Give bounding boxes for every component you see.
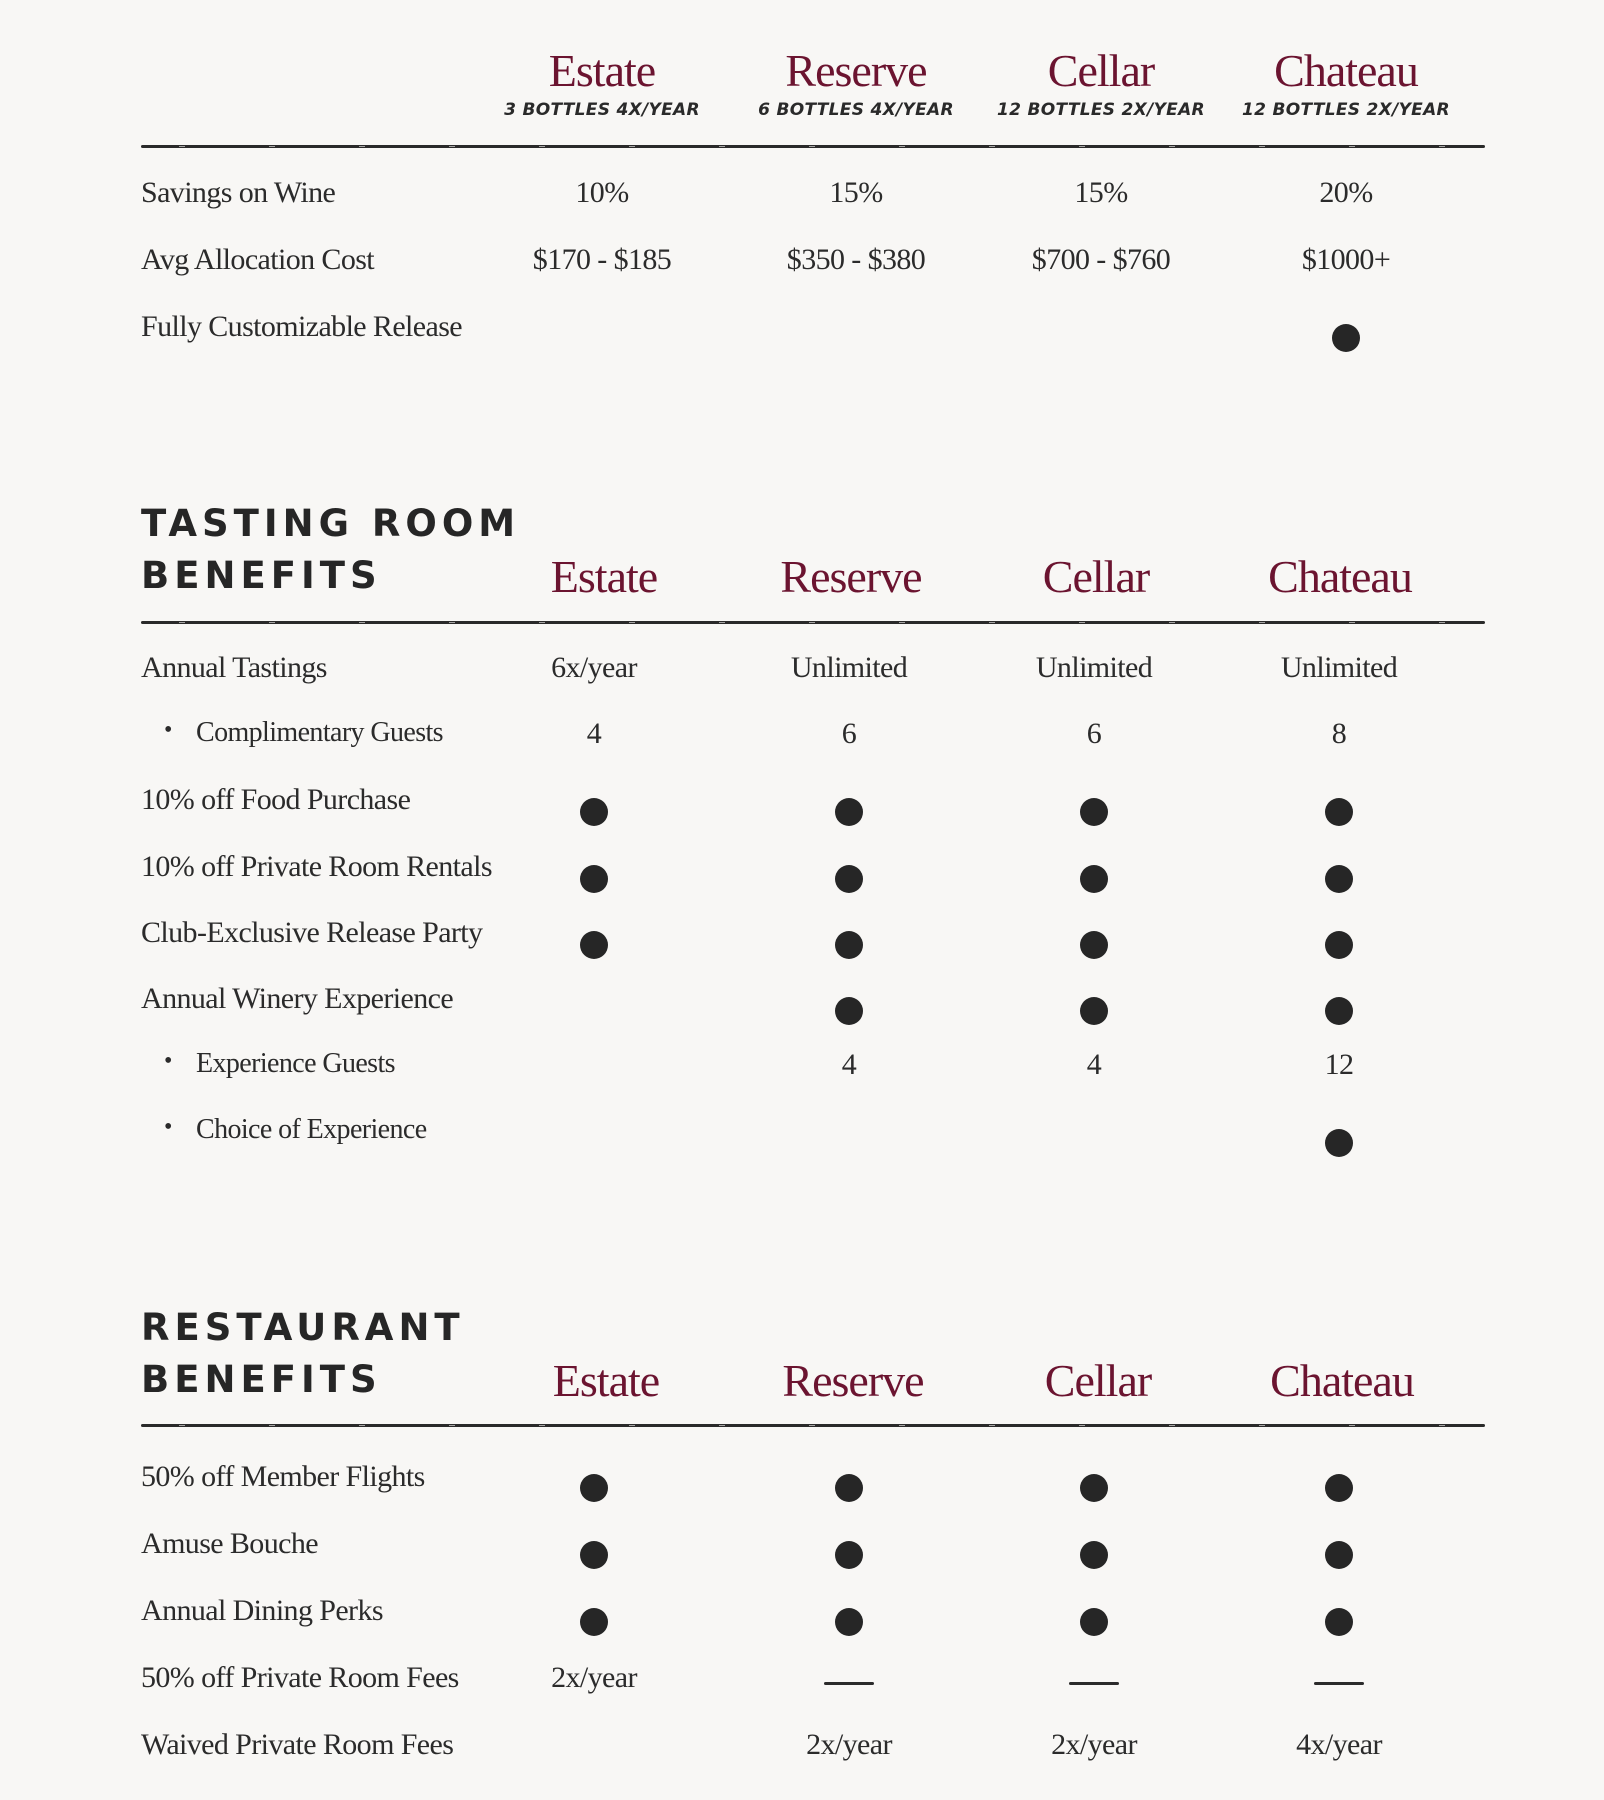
benefit-value: 10% [575, 176, 629, 209]
included-dot-icon [1325, 1541, 1353, 1569]
tier-name: Estate [550, 551, 658, 602]
included-dot-icon [1080, 1608, 1108, 1636]
tier-name: Reserve [780, 551, 922, 602]
tier-name: Chateau [1274, 45, 1418, 96]
benefit-value: 2x/year [1051, 1728, 1137, 1761]
benefit-value: 20% [1319, 176, 1373, 209]
benefit-value: 8 [1331, 717, 1347, 751]
benefit-value: Unlimited [1035, 651, 1153, 684]
tier-name: Reserve [782, 1355, 924, 1406]
sub-benefit-label: • Experience Guests [196, 1048, 395, 1080]
benefit-label: Club-Exclusive Release Party [141, 915, 483, 949]
benefit-value: $170 - $185 [532, 243, 672, 276]
benefit-value: 2x/year [806, 1728, 892, 1761]
included-dot-icon [1325, 1474, 1353, 1502]
tier-name: Cellar [1042, 551, 1150, 602]
sub-benefit-label: • Complimentary Guests [196, 717, 443, 749]
benefit-value: $700 - $760 [1031, 243, 1171, 276]
benefit-label: 10% off Food Purchase [141, 783, 411, 817]
benefit-value: 6 [1086, 717, 1102, 751]
tier-name: Cellar [1047, 45, 1155, 96]
divider-rule [141, 1424, 1485, 1427]
benefit-label: 10% off Private Room Rentals [141, 849, 492, 883]
benefit-value: 2x/year [551, 1661, 637, 1694]
tier-name: Chateau [1270, 1355, 1414, 1406]
restaurant-tier-cellar [1045, 1356, 1151, 1406]
benefit-value: $350 - $380 [786, 243, 926, 276]
tier-name: Cellar [1044, 1355, 1152, 1406]
included-dot-icon [835, 1541, 863, 1569]
tier-subtitle: 12 BOTTLES 2X/YEAR [997, 100, 1205, 120]
benefit-value: 12 [1324, 1048, 1354, 1082]
benefit-label: 50% off Member Flights [141, 1460, 425, 1493]
benefit-value: Unlimited [790, 651, 908, 684]
tier-subtitle: 3 BOTTLES 4X/YEAR [504, 100, 700, 120]
tier-name: Chateau [1268, 551, 1412, 602]
benefit-label: Savings on Wine [141, 176, 336, 209]
benefit-value: 4 [586, 717, 602, 751]
included-dot-icon [1325, 1608, 1353, 1636]
included-dot-icon [1080, 1541, 1108, 1569]
benefit-value: $1000+ [1301, 243, 1391, 276]
tier-subtitle: 6 BOTTLES 4X/YEAR [758, 100, 954, 120]
benefit-label: Annual Winery Experience [141, 982, 454, 1015]
included-dot-icon [835, 1474, 863, 1502]
included-dot-icon [580, 1608, 608, 1636]
included-dot-icon [835, 1608, 863, 1636]
benefit-value: 15% [829, 176, 883, 209]
sub-benefit-label: • Choice of Experience [196, 1114, 427, 1146]
restaurant-tier-estate [553, 1356, 659, 1406]
benefit-value: 6 [841, 717, 857, 751]
benefit-value: 15% [1074, 176, 1128, 209]
not-applicable-dash-icon [824, 1682, 874, 1685]
included-dot-icon [580, 1541, 608, 1569]
included-dot-icon [1080, 1474, 1108, 1502]
benefit-value: Unlimited [1280, 651, 1398, 684]
benefit-value: 4 [1086, 1048, 1102, 1082]
benefit-value: 4 [841, 1048, 857, 1082]
tier-name: Estate [552, 1355, 660, 1406]
benefit-label: Annual Tastings [141, 651, 327, 684]
benefit-label: Waived Private Room Fees [141, 1728, 454, 1761]
benefit-label: 50% off Private Room Fees [141, 1661, 459, 1694]
benefit-label: Fully Customizable Release [141, 310, 463, 343]
not-applicable-dash-icon [1069, 1682, 1119, 1685]
benefit-label: Annual Dining Perks [141, 1594, 383, 1627]
tasting-section-title: TASTING ROOM BENEFITS [141, 502, 521, 597]
not-applicable-dash-icon [1314, 1682, 1364, 1685]
benefit-value: 4x/year [1296, 1728, 1382, 1761]
benefit-label: Avg Allocation Cost [141, 243, 375, 276]
tier-name: Reserve [785, 45, 927, 96]
restaurant-tier-chateau [1270, 1356, 1414, 1406]
restaurant-tier-reserve [782, 1356, 923, 1406]
included-dot-icon [580, 1474, 608, 1502]
benefit-label: Amuse Bouche [141, 1527, 318, 1560]
tier-name: Estate [548, 45, 656, 96]
benefit-value: 6x/year [551, 651, 637, 684]
restaurant-section-title: RESTAURANT BENEFITS [141, 1306, 465, 1401]
tier-subtitle: 12 BOTTLES 2X/YEAR [1242, 100, 1450, 120]
